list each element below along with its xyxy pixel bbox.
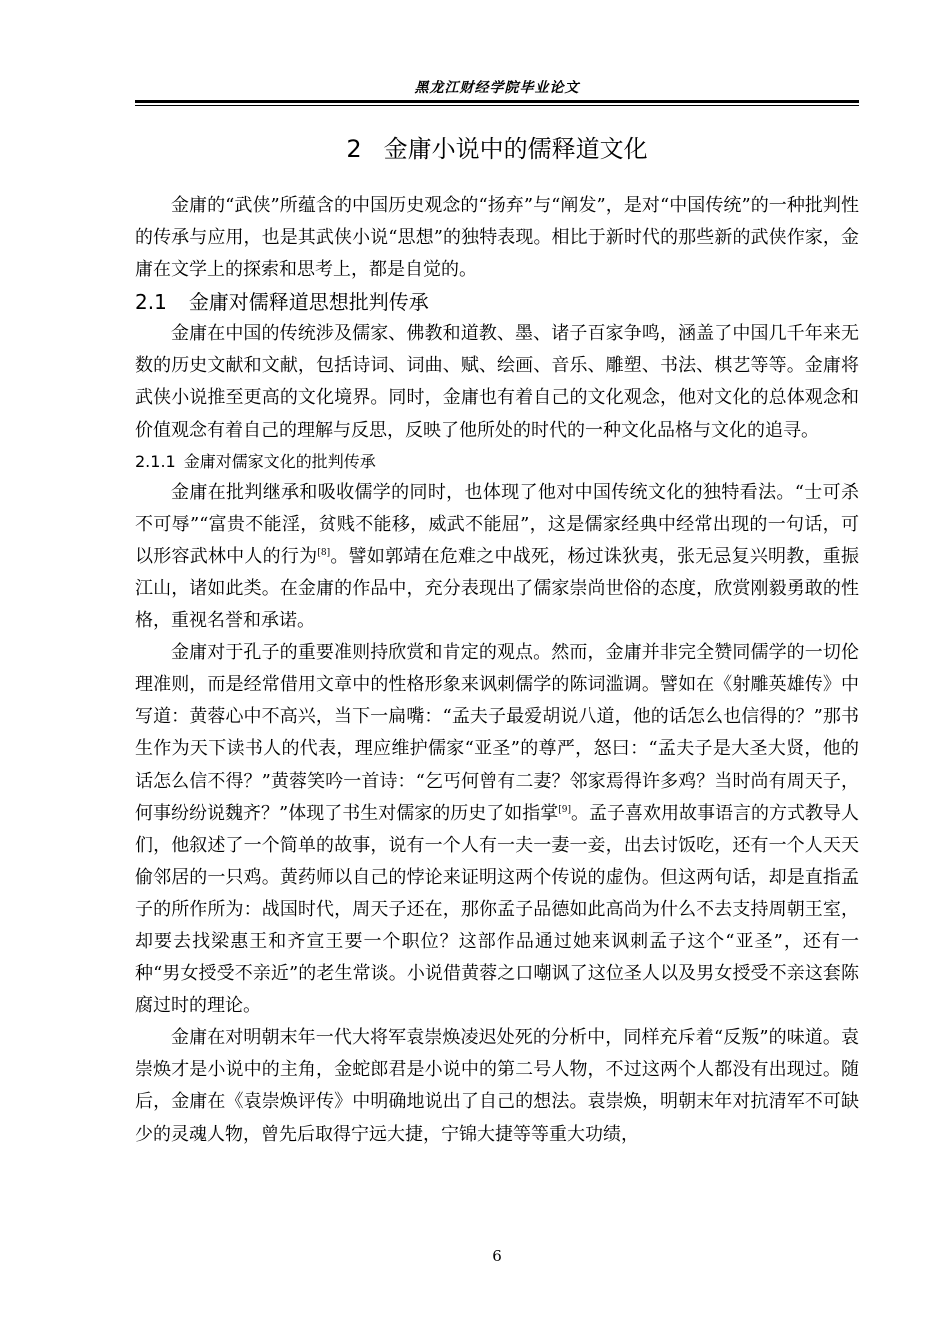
citation-ref-9[interactable]: [9] xyxy=(558,804,571,815)
section-2-1-1-title: 金庸对儒家文化的批判传承 xyxy=(183,451,376,471)
chapter-number: 2 xyxy=(346,135,362,163)
body-paragraph-3: 金庸在对明朝末年一代大将军袁崇焕凌迟处死的分析中，同样充斥着“反叛”的味道。袁崇焕才是小说中的主角，金蛇郎君是小说中的第二号人物，不过这两个人都没有出现过。随后，金庸在《袁崇焕评传》中明确地说出了自己的想法。袁崇焕，明朝末年对抗清军不可缺少的灵魂人物，曾先后取得宁远大捷，宁锦大捷等等重大功绩， xyxy=(135,1027,859,1145)
paragraph-1-text-b: 。譬如郭靖在危难之中战死，杨过诛狄夷，张无忌复兴明教，重振江山，诸如此类。在金庸的作品中，充分表现出了儒家崇尚世俗的态度，欣赏刚毅勇敢的性格，重视名誉和承诺。 xyxy=(135,545,860,632)
section-2-1-paragraph: 金庸在中国的传统涉及儒家、佛教和道教、墨、诸子百家争鸣，涵盖了中国几千年来无数的历史文献和文献，包括诗词、词曲、赋、绘画、音乐、雕塑、书法、棋艺等等。金庸将武侠小说推至更高的文化境界。同时，金庸也有着自己的文化观念，他对文化的总体观念和价值观念有着自己的理解与反思，反映了他所处的时代的一种文化品格与文化的追寻。 xyxy=(135,323,859,441)
running-header: 黑龙江财经学院毕业论文 xyxy=(414,80,580,96)
section-2-1-1-heading xyxy=(135,447,859,477)
header-rule-thin xyxy=(135,105,859,106)
paragraph-1-text-a: 金庸在批判继承和吸收儒学的同时，也体现了他对中国传统文化的独特看法。“士可杀不可辱”“富贵不能淫，贫贱不能移，威武不能屈”，这是儒家经典中经常出现的一句话，可以形容武林中人的行为 xyxy=(135,481,859,567)
page-body xyxy=(135,190,859,1151)
section-2-1-1-number: 2.1.1 xyxy=(135,451,176,471)
header-rule-thick xyxy=(135,100,859,103)
intro-paragraph: 金庸的“武侠”所蕴含的中国历史观念的“扬弃”与“阐发”，是对“中国传统”的一种批判性的传承与应用，也是其武侠小说“思想”的独特表现。相比于新时代的那些新的武侠作家，金庸在文学上的探索和思考上，都是自觉的。 xyxy=(135,195,859,281)
citation-ref-8[interactable]: [8] xyxy=(317,547,331,558)
section-2-1-number: 2.1 xyxy=(135,290,167,315)
body-paragraph-1 xyxy=(135,477,859,637)
section-2-1-title: 金庸对儒释道思想批判传承 xyxy=(188,290,429,315)
paragraph-2-text-b: 。孟子喜欢用故事语言的方式教导人们，他叙述了一个简单的故事，说有一个人有一夫一妻一妾，出去讨饭吃，还有一个人天天偷邻居的一只鸡。黄药师以自己的悖论来证明这两个传说的虚伪。但这两句话，却是直指孟子的所作所为：战国时代，周天子还在，那你孟子品德如此高尚为什么不去支持周朝王室，却要去找梁惠王和齐宣王要一个职位？这部作品通过她来讽刺孟子这个“亚圣”，还有一种“男女授受不亲近”的老生常谈。小说借黄蓉之口嘲讽了这位圣人以及男女授受不亲这套陈腐过时的理论。 xyxy=(135,802,860,1017)
page-number: 6 xyxy=(492,1247,502,1265)
paragraph-2-text-a: 金庸对于孔子的重要准则持欣赏和肯定的观点。然而，金庸并非完全赞同儒学的一切伦理准则，而是经常借用文章中的性格形象来讽刺儒学的陈词滥调。譬如在《射雕英雄传》中写道：黄蓉心中不高兴，当下一扁嘴：“孟夫子最爱胡说八道，他的话怎么也信得的？”那书生作为天下读书人的代表，理应维护儒家“亚圣”的尊严，怒曰：“孟夫子是大圣大贤，他的话怎么信不得？”黄蓉笑吟一首诗：“乞丐何曾有二妻？邻家焉得许多鸡？当时尚有周天子，何事纷纷说魏齐？”体现了书生对儒家的历史了如指掌 xyxy=(135,642,859,824)
chapter-title xyxy=(135,133,859,165)
section-2-1-heading xyxy=(135,286,859,318)
chapter-title-text: 金庸小说中的儒释道文化 xyxy=(383,135,648,163)
body-paragraph-2 xyxy=(135,637,859,1022)
